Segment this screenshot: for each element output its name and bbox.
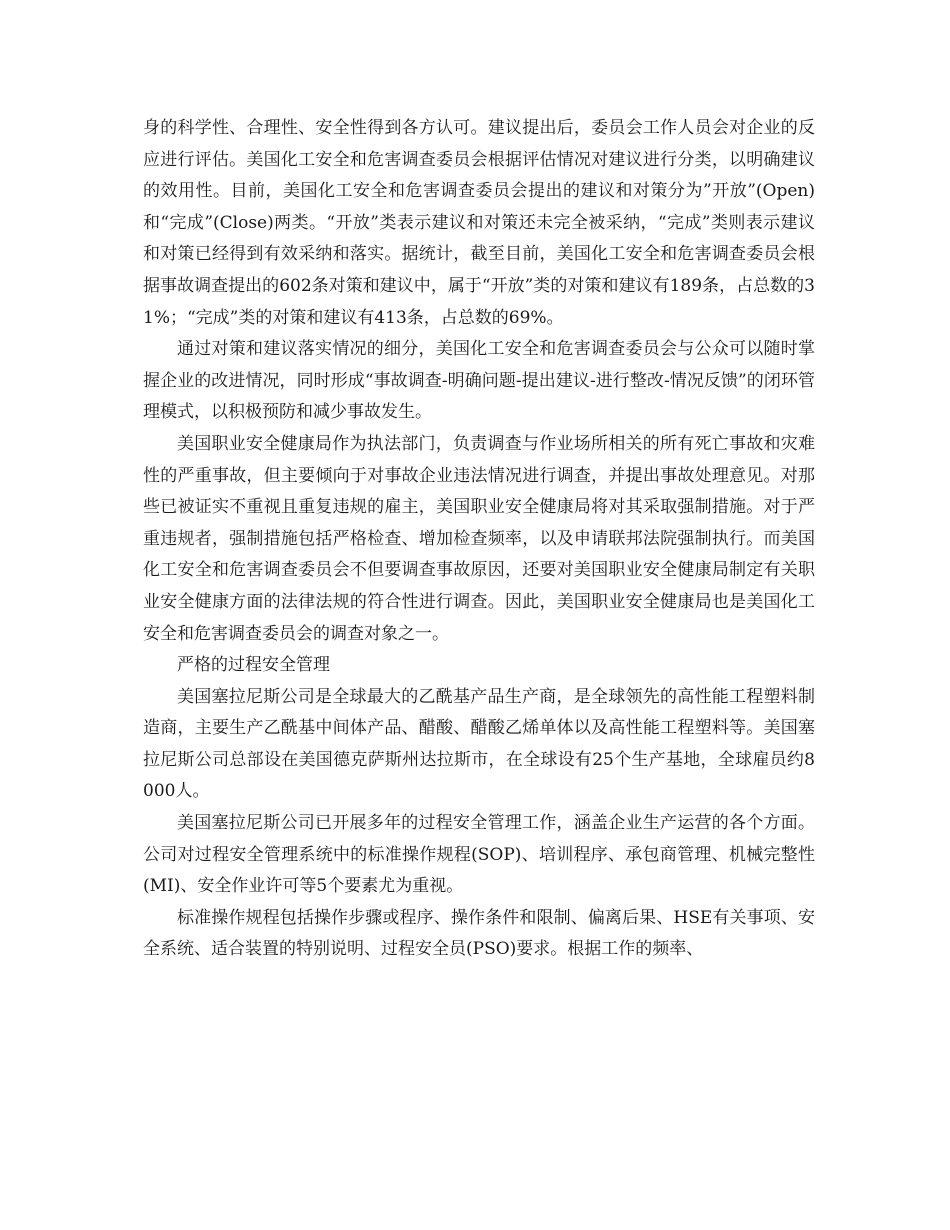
paragraph-5: 美国塞拉尼斯公司已开展多年的过程安全管理工作，涵盖企业生产运营的各个方面。公司对过程安全管理系统中的标准操作规程(SOP)、培训程序、承包商管理、机械完整性(MI)、安全作业许可等5个要素尤为重视。 (143, 813, 815, 897)
paragraph-2: 通过对策和建议落实情况的细分，美国化工安全和危害调查委员会与公众可以随时掌握企业的改进情况，同时形成“事故调查-明确问题-提出建议-进行整改-情况反馈”的闭环管理模式，以积极预防和减少事故发生。 (143, 339, 815, 423)
paragraph-1: 身的科学性、合理性、安全性得到各方认可。建议提出后，委员会工作人员会对企业的反应进行评估。美国化工安全和危害调查委员会根据评估情况对建议进行分类，以明确建议的效用性。目前，美国化工安全和危害调查委员会提出的建议和对策分为”开放”(Open)和“完成”(Close)两类。“开放”类表示建议和对策还未完全被采纳，“完成”类则表示建议和对策已经得到有效采纳和落实。据统计，截至目前，美国化工安全和危害调查委员会根据事故调查提出的602条对策和建议中，属于“开放”类的对策和建议有189条，占总数的31%；“完成”类的对策和建议有413条，占总数的69%。 (143, 118, 815, 328)
paragraph-3: 美国职业安全健康局作为执法部门，负责调查与作业场所相关的所有死亡事故和灾难性的严重事故，但主要倾向于对事故企业违法情况进行调查，并提出事故处理意见。对那些已被证实不重视且重复违规的雇主，美国职业安全健康局将对其采取强制措施。对于严重违规者，强制措施包括严格检查、增加检查频率，以及申请联邦法院强制执行。而美国化工安全和危害调查委员会不但要调查事故原因，还要对美国职业安全健康局制定有关职业安全健康方面的法律法规的符合性进行调查。因此，美国职业安全健康局也是美国化工安全和危害调查委员会的调查对象之一。 (143, 433, 815, 644)
paragraph-6: 标准操作规程包括操作步骤或程序、操作条件和限制、偏离后果、HSE有关事项、安全系统、适合装置的特别说明、过程安全员(PSO)要求。根据工作的频率、 (143, 907, 815, 960)
paragraph-4: 美国塞拉尼斯公司是全球最大的乙酰基产品生产商，是全球领先的高性能工程塑料制造商，主要生产乙酰基中间体产品、醋酸、醋酸乙烯单体以及高性能工程塑料等。美国塞拉尼斯公司总部设在美国德克萨斯州达拉斯市，在全球设有25个生产基地，全球雇员约8000人。 (143, 686, 815, 802)
document-body (143, 113, 815, 966)
section-heading: 严格的过程安全管理 (177, 655, 330, 676)
